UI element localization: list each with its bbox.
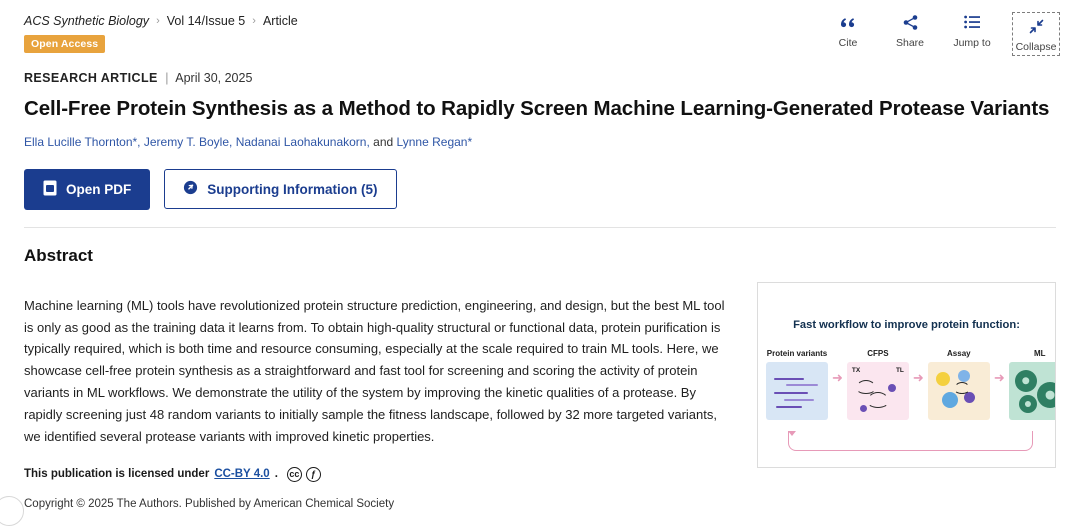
ga-tx-label: TX — [851, 366, 861, 374]
jump-to-label: Jump to — [953, 37, 991, 49]
breadcrumb-separator-icon: › — [156, 15, 160, 27]
license-suffix: . — [274, 468, 278, 481]
graphical-abstract-figure[interactable] — [757, 282, 1056, 468]
cite-button[interactable] — [826, 12, 870, 49]
author-list — [24, 133, 1056, 151]
open-pdf-label: Open PDF — [66, 181, 132, 197]
collapse-label: Collapse — [1015, 41, 1057, 53]
abstract-text: Machine learning (ML) tools have revolutionized protein structure prediction, engineering, and design, but the best ML tool is only as good as the training data it learns from. To obtain high-quality structural or functional data, protein purification is typically required, which is both time and resource consuming, especially at the scale required to train ML tools. Here, we showcase cell-free protein synthesis as a straightforward and fast tool for screening and scoring the activity of protein variants in ML workflows. We demonstrate the utility of the system by improving the kinetic qualities of a protease. By rapidly screening just 48 random variants to initially sample the fitness landscape, followed by 32 more targeted variants, we identified several protease variants with improved kinetic properties. — [24, 297, 725, 444]
article-body — [0, 228, 1080, 510]
ga-panel-ml — [1009, 349, 1056, 420]
publication-date: April 30, 2025 — [175, 70, 253, 85]
author-item[interactable]: Nadanai Laohakunakorn, — [235, 134, 370, 149]
collapse-icon — [1028, 16, 1045, 36]
open-pdf-button[interactable] — [24, 169, 150, 210]
meta-divider: | — [165, 70, 169, 85]
ga-panel-art — [766, 362, 828, 420]
abstract-text-column — [24, 282, 729, 510]
author-item[interactable]: Lynne Regan* — [396, 134, 473, 149]
share-icon — [902, 12, 919, 32]
share-label: Share — [895, 37, 925, 49]
open-access-badge: Open Access — [24, 35, 105, 53]
action-button-row — [24, 169, 1056, 210]
ga-caption: Assay — [947, 348, 971, 358]
abstract-section — [24, 282, 1056, 510]
ga-arrow-icon: ➜ — [993, 369, 1005, 385]
ga-caption: Protein variants — [766, 348, 828, 358]
ga-caption: ML — [1033, 348, 1046, 358]
graphical-abstract-panels — [766, 349, 1047, 420]
author-conjunction: and — [373, 134, 394, 149]
jump-to-button[interactable] — [950, 12, 994, 49]
ga-panel-cfps — [847, 349, 909, 420]
ga-panel-protein-variants — [766, 349, 828, 420]
attribution-icon: ƒ — [306, 467, 321, 482]
share-button[interactable] — [888, 12, 932, 49]
article-header — [0, 0, 1080, 228]
ga-feedback-loop-arrow — [788, 431, 1033, 451]
license-icons — [287, 467, 321, 482]
page-title: Cell-Free Protein Synthesis as a Method to Rapidly Screen Machine Learning-Generated Protease Variants — [24, 96, 1050, 120]
graphical-abstract-title: Fast workflow to improve protein function: — [793, 318, 1020, 331]
collapse-button[interactable] — [1012, 12, 1060, 56]
quote-icon — [839, 12, 857, 32]
breadcrumb-journal[interactable]: ACS Synthetic Biology — [24, 14, 150, 28]
list-icon — [964, 12, 981, 32]
abstract-heading: Abstract — [24, 245, 93, 265]
chat-widget-button[interactable] — [0, 496, 24, 526]
breadcrumb-separator-icon: › — [252, 15, 256, 27]
creative-commons-icon: cc — [287, 467, 302, 482]
cite-label: Cite — [838, 37, 858, 49]
breadcrumb-article[interactable]: Article — [262, 14, 298, 28]
article-type-label: RESEARCH ARTICLE — [24, 70, 158, 85]
license-prefix: This publication is licensed under — [24, 468, 210, 481]
pdf-file-icon — [43, 180, 57, 199]
license-link[interactable]: CC-BY 4.0 — [214, 468, 270, 481]
supporting-information-label: Supporting Information (5) — [207, 181, 378, 197]
paperclip-icon — [183, 180, 198, 198]
ga-panel-assay — [928, 349, 990, 420]
ga-panel-art — [847, 362, 909, 420]
breadcrumb-issue[interactable]: Vol 14/Issue 5 — [166, 14, 246, 28]
ga-caption: CFPS — [867, 348, 889, 358]
license-line — [24, 467, 729, 482]
article-meta — [24, 71, 1056, 85]
author-item[interactable]: Jeremy T. Boyle, — [143, 134, 233, 149]
ga-panel-art — [928, 362, 990, 420]
author-item[interactable]: Ella Lucille Thornton*, — [24, 134, 141, 149]
article-toolbar — [826, 12, 1060, 56]
ga-arrow-icon: ➜ — [832, 369, 843, 385]
ga-panel-art — [1009, 362, 1056, 420]
ga-tl-label: TL — [895, 366, 904, 374]
copyright-text: Copyright © 2025 The Authors. Published by American Chemical Society — [24, 497, 395, 510]
ga-arrow-icon: ➜ — [912, 369, 924, 385]
supporting-information-button[interactable] — [164, 169, 396, 209]
